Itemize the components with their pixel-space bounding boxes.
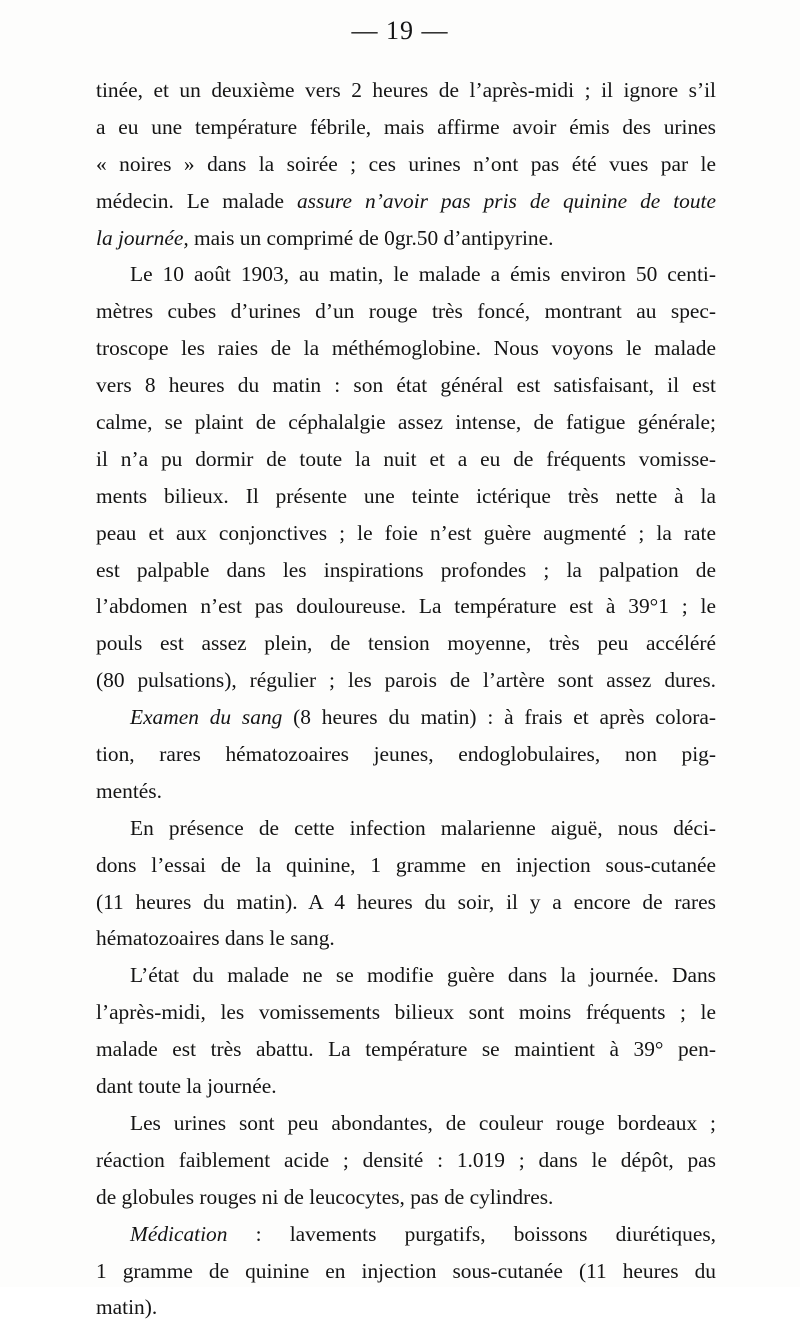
text-line: dons l’essai de la quinine, 1 gramme en injection sous-cutanée	[96, 852, 716, 877]
text-line: En présence de cette infection malarienne aiguë, nous déci-	[130, 815, 716, 840]
text-line: Les urines sont peu abondantes, de couleur rouge bordeaux ;	[130, 1110, 716, 1135]
italic-emphasis: Examen du sang	[130, 705, 283, 730]
text-line: est palpable dans les inspirations profondes ; la palpation de	[96, 557, 716, 582]
text-line: Le 10 août 1903, au matin, le malade a émis environ 50 centi-	[130, 262, 716, 287]
text-line: l’après-midi, les vomissements bilieux sont moins fréquents ; le	[96, 1000, 716, 1025]
text-line: il n’a pu dormir de toute la nuit et a eu de fréquents vomisse-	[96, 446, 716, 471]
text-line: matin).	[96, 1295, 158, 1320]
text-line: mentés.	[96, 778, 162, 803]
text-line: (80 pulsations), régulier ; les parois de l’artère sont assez dures.	[96, 668, 716, 693]
text-line: peau et aux conjonctives ; le foie n’est guère augmenté ; la rate	[96, 520, 716, 545]
body-text	[96, 72, 716, 1326]
text-line: réaction faiblement acide ; densité : 1.019 ; dans le dépôt, pas	[96, 1147, 716, 1172]
text-line: (11 heures du matin). A 4 heures du soir, il y a encore de rares	[96, 889, 716, 914]
text-line: l’abdomen n’est pas douloureuse. La température est à 39°1 ; le	[96, 594, 716, 619]
italic-emphasis: Médication	[130, 1221, 228, 1246]
text-line: a eu une température fébrile, mais affirme avoir émis des urines	[96, 114, 716, 139]
italic-emphasis: la journée,	[96, 225, 189, 250]
text-line: tion, rares hématozoaires jeunes, endoglobulaires, non pig-	[96, 742, 716, 767]
italic-emphasis: assure n’avoir pas pris de quinine de toute	[296, 188, 716, 213]
page-number-header: — 19 —	[351, 16, 449, 45]
text-line: médecin. Le malade assure n’avoir pas pris de quinine de toute	[96, 188, 716, 213]
text-line: 1 gramme de quinine en injection sous-cutanée (11 heures du	[96, 1258, 716, 1283]
text-line: la journée, mais un comprimé de 0gr.50 d’antipyrine.	[96, 225, 554, 250]
text-line: malade est très abattu. La température se maintient à 39° pen-	[96, 1037, 716, 1062]
text-line: de globules rouges ni de leucocytes, pas de cylindres.	[96, 1184, 554, 1209]
text-line: L’état du malade ne se modifie guère dans la journée. Dans	[130, 963, 716, 988]
text-line: ments bilieux. Il présente une teinte ictérique très nette à la	[96, 483, 716, 508]
text-line: « noires » dans la soirée ; ces urines n’ont pas été vues par le	[96, 151, 716, 176]
text-line: Examen du sang (8 heures du matin) : à frais et après colora-	[130, 705, 716, 730]
text-line: hématozoaires dans le sang.	[96, 926, 335, 951]
text-line: Médication : lavements purgatifs, boissons diurétiques,	[130, 1221, 716, 1246]
text-line: mètres cubes d’urines d’un rouge très foncé, montrant au spec-	[96, 299, 716, 324]
text-line: calme, se plaint de céphalalgie assez intense, de fatigue générale;	[96, 410, 716, 435]
text-line: vers 8 heures du matin : son état général est satisfaisant, il est	[96, 373, 716, 398]
text-line: tinée, et un deuxième vers 2 heures de l’après-midi ; il ignore s’il	[96, 78, 716, 102]
text-line: pouls est assez plein, de tension moyenne, très peu accéléré	[96, 631, 716, 656]
text-line: troscope les raies de la méthémoglobine. Nous voyons le malade	[96, 336, 716, 361]
text-line: dant toute la journée.	[96, 1074, 277, 1099]
